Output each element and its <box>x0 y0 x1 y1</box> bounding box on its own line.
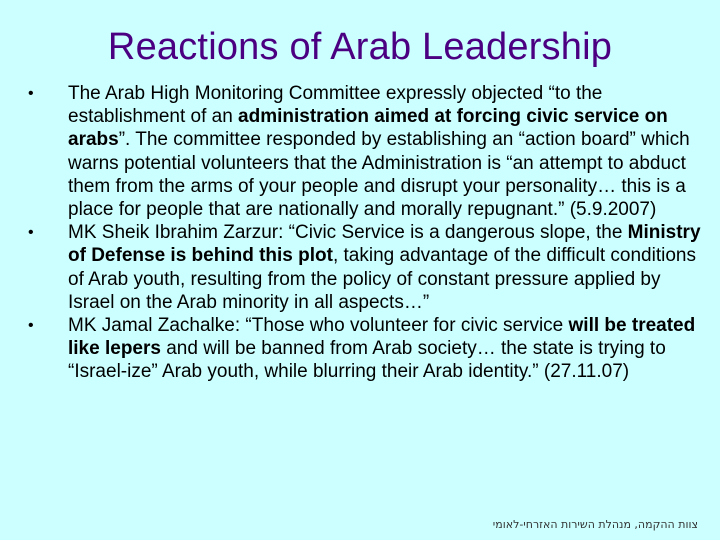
bullet-text-segment: MK Jamal Zachalke: “Those who volunteer for civic service <box>68 315 569 337</box>
bullet-list <box>24 82 706 384</box>
bullet-text-segment: The Arab High Monitoring Committee expressly objected “to the establishment of an <box>68 83 603 128</box>
bullet-emphasis-text: Ministry of Defense is behind this plot <box>68 222 701 267</box>
bullet-emphasis-text: administration aimed at forcing civic service on arabs <box>68 106 668 151</box>
bullet-item <box>24 221 706 314</box>
slide-title: Reactions of Arab Leadership <box>107 26 613 68</box>
bullet-icon: • <box>28 317 34 335</box>
bullet-emphasis-text: will be treated like lepers <box>68 315 696 360</box>
bullet-icon: • <box>28 224 34 242</box>
bullet-text-segment: , taking advantage of the difficult conditions of Arab youth, resulting from the policy of constant pressure applied by Israel on the Arab minority in all aspects…” <box>68 245 696 313</box>
bullet-icon: • <box>28 85 34 102</box>
bullet-item <box>24 314 706 384</box>
bullet-text-segment: MK Sheik Ibrahim Zarzur: “Civic Service is a dangerous slope, the <box>68 222 628 244</box>
bullet-text-segment: and will be banned from Arab society… the state is trying to “Israel-ize” Arab youth, while blurring their Arab identity.” (27.11.07) <box>68 338 666 383</box>
bullet-item <box>24 82 706 221</box>
slide-footer: צוות ההקמה, מנהלת השירות האזרחי-לאומי <box>492 518 698 531</box>
bullet-text-segment: ”. The committee responded by establishing an “action board” which warns potential volunteers that the Administration is “an attempt to abduct them from the arms of your people and disrupt your personality… this is a place for people that are nationally and morally repugnant.” (5.9.2007) <box>68 129 690 221</box>
